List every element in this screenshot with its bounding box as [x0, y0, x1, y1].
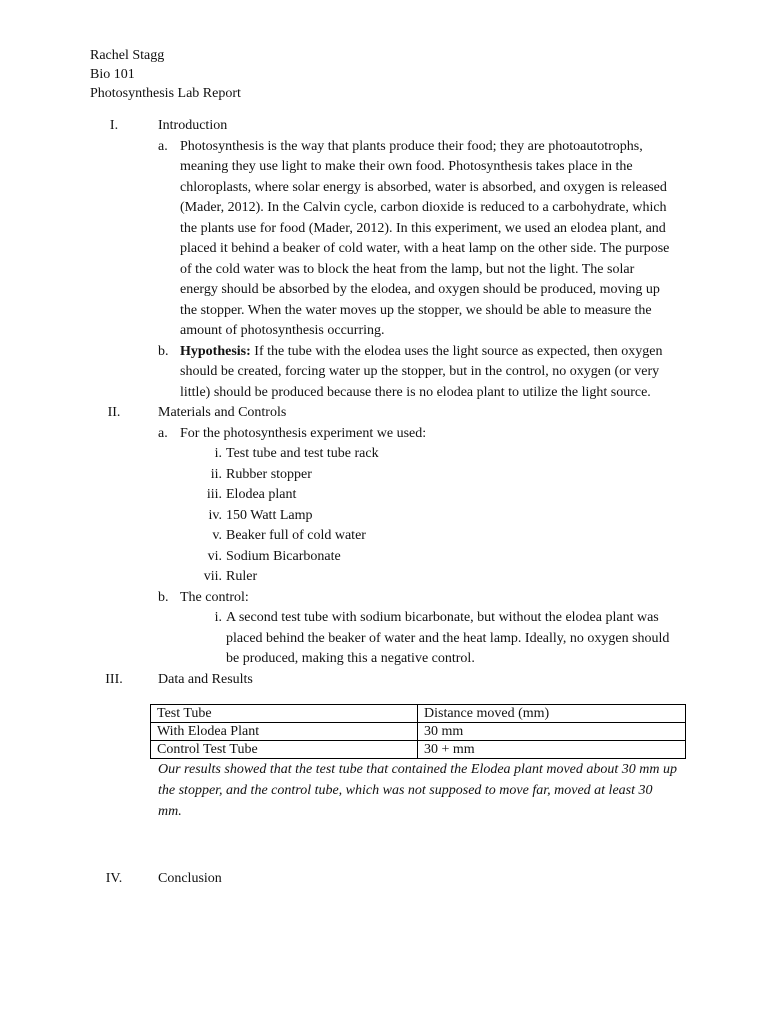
section-title: Introduction [158, 118, 228, 133]
results-table [150, 704, 686, 759]
list-marker: vii. [203, 569, 222, 584]
author-name: Rachel Stagg [90, 48, 165, 63]
materials-item-b [0, 588, 675, 609]
table-cell: 30 mm [418, 723, 686, 741]
document-body [0, 116, 768, 890]
list-item [0, 444, 676, 465]
materials-item-a [0, 424, 675, 445]
spacer [0, 822, 768, 869]
list-item [0, 506, 676, 527]
hypothesis-text: If the tube with the elodea uses the light source as expected, then oxygen should be created, forcing water up the stopper, but in the control, no oxygen (or very little) should be produced because there is no elodea plant to utilize the light source. [180, 343, 663, 400]
table-cell: Control Test Tube [151, 741, 418, 759]
section-number: II. [107, 405, 121, 420]
control-description [0, 608, 676, 670]
intro-item-b [0, 342, 675, 404]
list-item [0, 485, 676, 506]
section-materials [0, 403, 768, 424]
list-marker: i. [214, 446, 222, 461]
list-text: Rubber stopper [226, 466, 312, 482]
list-item [0, 567, 676, 588]
table-cell: With Elodea Plant [151, 723, 418, 741]
item-marker: b. [158, 589, 169, 605]
list-text: 150 Watt Lamp [226, 507, 313, 523]
section-title: Materials and Controls [158, 405, 287, 420]
list-marker: i. [214, 610, 222, 625]
hypothesis-label: Hypothesis: [180, 343, 251, 359]
control-heading: The control: [180, 589, 249, 605]
section-conclusion [0, 869, 768, 890]
list-item [0, 526, 676, 547]
intro-paragraph: Photosynthesis is the way that plants produce their food; they are photoautotrophs, meaning they use light to make their own food. Photosynthesis takes place in the chloroplasts, where solar energy is absorbed, water is absorbed, and oxygen is released (Mader, 2012). In the Calvin cycle, carbon dioxide is reduced to a carbohydrate, which the plants use for food (Mader, 2012). In this experiment, we used an elodea plant, and placed it behind a beaker of cold water, with a heat lamp on the other side. The purpose of the cold water was to block the heat from the lamp, but not the light. The solar energy should be absorbed by the elodea, and oxygen should be produced, moving up the stopper. When the water moves up the stopper, we should be able to measure the amount of photosynthesis occurring. [180, 138, 670, 338]
list-item [0, 547, 676, 568]
item-marker: b. [158, 343, 169, 359]
list-text: Ruler [226, 569, 258, 584]
list-text: Elodea plant [226, 487, 297, 502]
section-number: I. [109, 118, 119, 133]
results-summary: Our results showed that the test tube that contained the Elodea plant moved about 30 mm up the stopper, and the control tube, which was not supposed to move far, moved at least 30 mm. [158, 762, 677, 819]
list-marker: vi. [207, 548, 222, 564]
section-introduction [0, 116, 768, 137]
table-row [151, 741, 686, 759]
section-title: Conclusion [158, 871, 222, 886]
course-name: Bio 101 [90, 67, 135, 82]
list-marker: iv. [208, 507, 222, 523]
list-text: Beaker full of cold water [226, 528, 366, 543]
list-item [0, 465, 676, 486]
item-marker: a. [158, 425, 168, 441]
list-marker: ii. [210, 466, 222, 482]
intro-item-a [0, 137, 675, 342]
list-text: Test tube and test tube rack [226, 446, 379, 461]
section-data-results [0, 670, 768, 691]
table-cell: 30 + mm [418, 741, 686, 759]
list-text: Sodium Bicarbonate [226, 548, 341, 564]
table-header-row [151, 705, 686, 723]
table-header-cell: Test Tube [151, 705, 418, 723]
section-title: Data and Results [158, 671, 253, 687]
list-marker: v. [212, 528, 222, 543]
list-marker: iii. [206, 487, 222, 502]
section-number: IV. [105, 871, 123, 886]
table-header-cell: Distance moved (mm) [418, 705, 686, 723]
report-title: Photosynthesis Lab Report [90, 86, 241, 101]
control-text: A second test tube with sodium bicarbonate, but without the elodea plant was placed behind the beaker of water and the heat lamp. Ideally, no oxygen should be produced, making this a negative control. [226, 610, 670, 666]
materials-intro: For the photosynthesis experiment we used: [180, 425, 427, 441]
document-header [90, 46, 241, 103]
item-marker: a. [158, 138, 168, 154]
section-number: III. [105, 671, 123, 687]
table-row [151, 723, 686, 741]
